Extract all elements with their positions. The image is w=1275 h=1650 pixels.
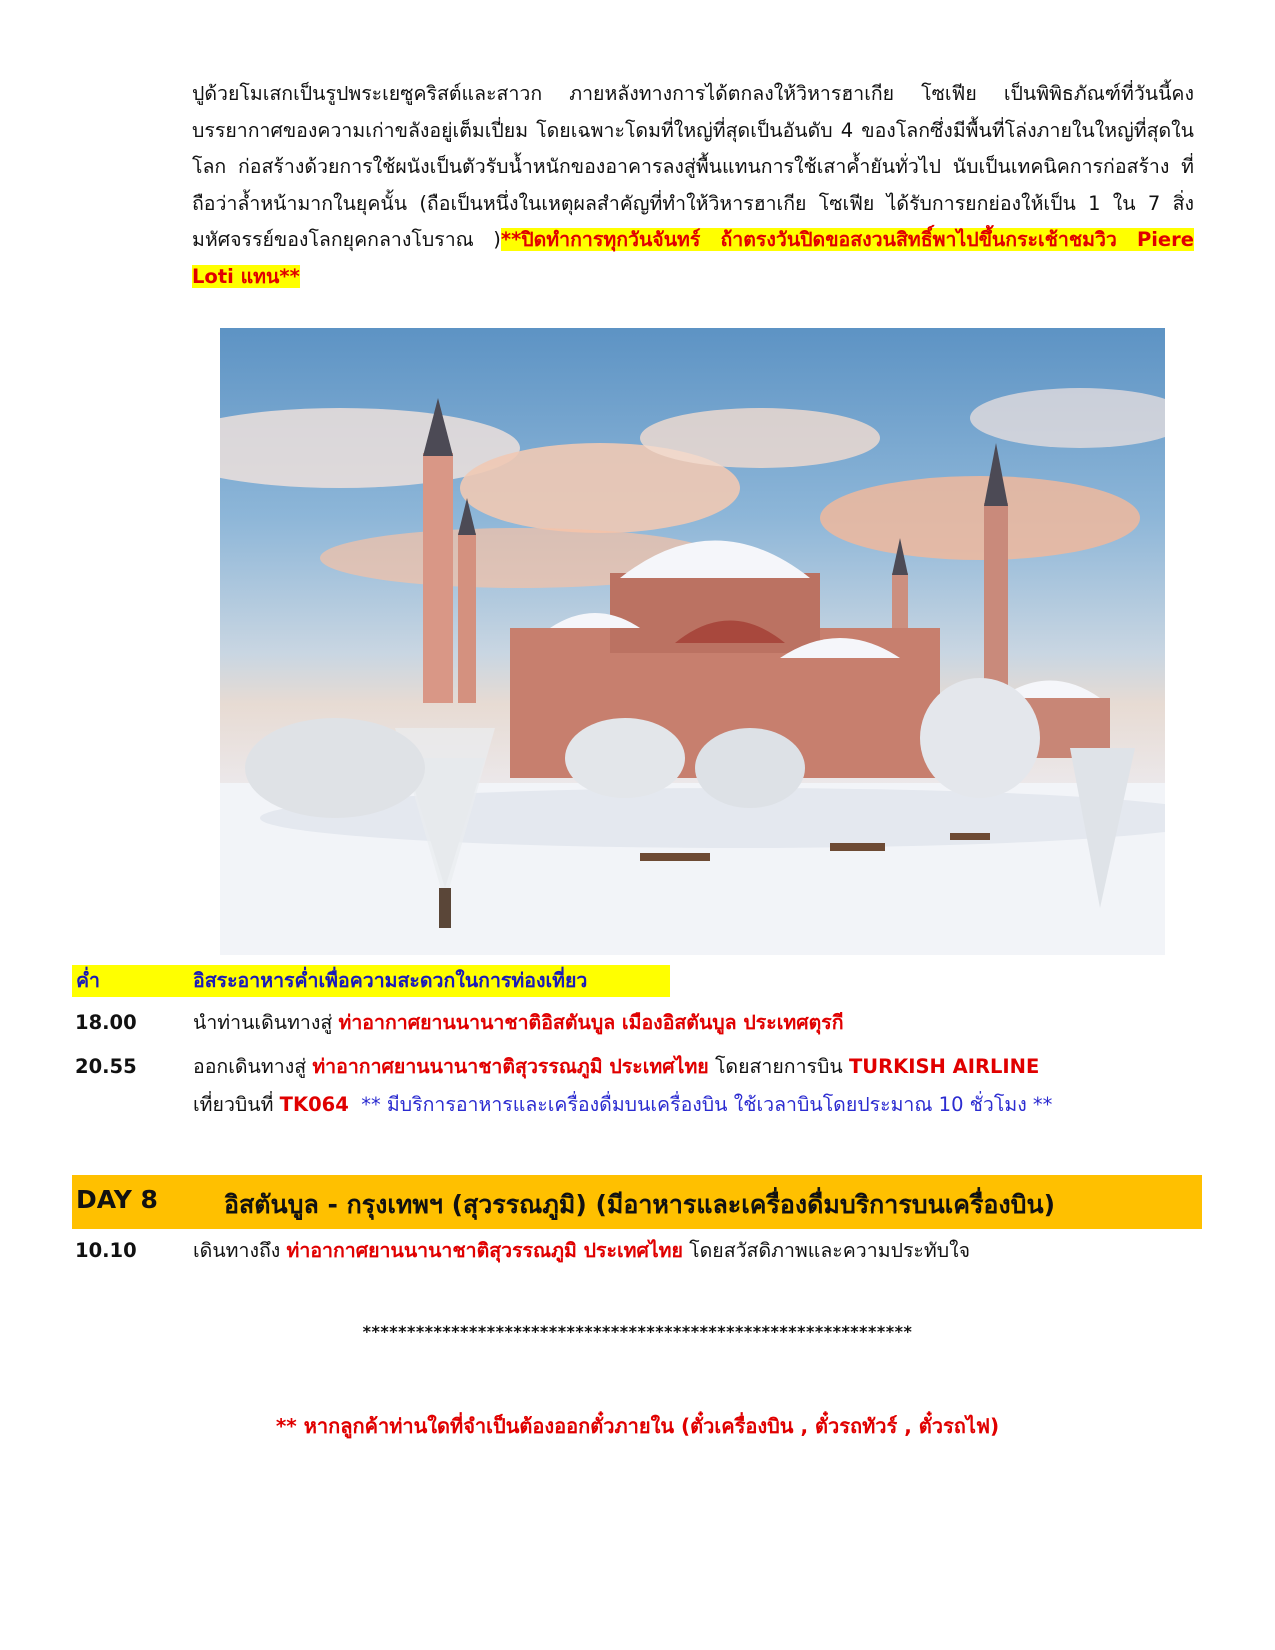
dinner-text: อิสระอาหารค่ำเพื่อความสะดวกในการท่องเที่ยว: [193, 969, 588, 992]
day-8-header: [72, 1175, 1202, 1229]
airline-name: TURKISH AIRLINE: [848, 1055, 1040, 1078]
flight-number: TK064: [279, 1093, 349, 1116]
time-1800: 18.00: [75, 1011, 137, 1034]
dinner-row: [72, 965, 670, 997]
time-2055: 20.55: [75, 1055, 137, 1078]
dinner-label: ค่ำ: [76, 969, 100, 992]
desc-2055-place: ท่าอากาศยานนานาชาติสุวรรณภูมิ ประเทศไทย: [312, 1055, 709, 1078]
desc-2055: [193, 1052, 1039, 1082]
desc-1800-place: ท่าอากาศยานนานาชาติอิสตันบูล เมืองอิสตันบูล ประเทศตุรกี: [338, 1011, 844, 1034]
desc-2055-pre: ออกเดินทางสู่: [193, 1055, 313, 1078]
flight-prefix: เที่ยวบินที่: [193, 1093, 280, 1116]
flight-line: [193, 1090, 1052, 1120]
time-1010: 10.10: [75, 1239, 137, 1262]
domestic-ticket-note: ** หากลูกค้าท่านใดที่จำเป็นต้องออกตั๋วภายใน (ตั๋วเครื่องบิน , ตั๋วรถทัวร์ , ตั๋วรถไฟ): [275, 1414, 1000, 1438]
desc-1010-place: ท่าอากาศยานนานาชาติสุวรรณภูมิ ประเทศไทย: [286, 1239, 683, 1262]
desc-1010-post: โดยสวัสดิภาพและความประทับใจ: [682, 1239, 971, 1262]
day-8-label: DAY 8: [76, 1185, 158, 1214]
hagia-sophia-snow-photo-icon: [220, 328, 1165, 955]
desc-1800: [193, 1008, 844, 1038]
desc-1010-pre: เดินทางถึง: [193, 1239, 287, 1262]
day-8-title: อิสตันบูล - กรุงเทพฯ (สุวรรณภูมิ) (มีอาหารและเครื่องดื่มบริการบนเครื่องบิน): [224, 1190, 1056, 1219]
desc-1800-pre: นำท่านเดินทางสู่: [193, 1011, 339, 1034]
hagia-sophia-photo: [220, 328, 1165, 955]
closing-notice-highlight: **ปิดทำการทุกวันจันทร์ ถ้าตรงวันปิดขอสงวนสิทธิ์พาไปขึ้นกระเช้าชมวิว Piere Loti แทน**: [192, 228, 1195, 288]
desc-1010: [193, 1236, 970, 1266]
desc-2055-mid: โดยสายการบิน: [708, 1055, 849, 1078]
inflight-service-note: ** มีบริการอาหารและเครื่องดื่มบนเครื่องบิน ใช้เวลาบินโดยประมาณ 10 ชั่วโมง **: [361, 1093, 1053, 1116]
intro-text: ปูด้วยโมเสกเป็นรูปพระเยซูคริสต์และสาวก ภายหลังทางการได้ตกลงให้วิหารฮาเกีย โซเฟีย เป็นพิพิธภัณฑ์ที่วันนี้คงบรรยากาศของความเก่าขลังอยู่เต็มเปี่ยม โดยเฉพาะโดมที่ใหญ่ที่สุดเป็นอันดับ 4 ของโลกซึ่งมีพื้นที่โล่งภายในใหญ่ที่สุดในโลก ก่อสร้างด้วยการใช้ผนังเป็นตัวรับน้ำหนักของอาคารลงสู่พื้นแทนการใช้เสาค้ำยันทั่วไป นับเป็นเทคนิคการก่อสร้าง ที่ถือว่าล้ำหน้ามากในยุคนั้น (ถือเป็นหนึ่งในเหตุผลสำคัญที่ทำให้วิหารฮาเกีย โซเฟีย ได้รับการยกย่องให้เป็น 1 ใน 7 สิ่งมหัศจรรย์ของโลกยุคกลางโบราณ ): [192, 82, 1194, 251]
intro-paragraph: [192, 76, 1194, 295]
divider-stars: **************************************************************: [362, 1322, 913, 1341]
